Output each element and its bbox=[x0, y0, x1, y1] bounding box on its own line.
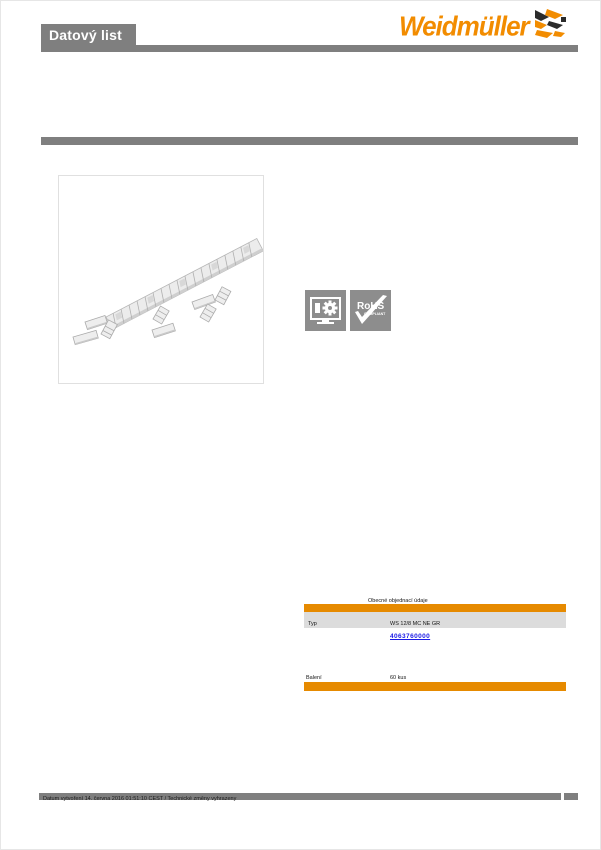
footer-creation-date: Datum vytvoření 14. června 2016 01:51:10 CEST / Technické změny vyhrazeny bbox=[43, 796, 237, 802]
brand-logo-mark-icon bbox=[533, 9, 567, 44]
section-divider bbox=[41, 137, 578, 145]
technical-header-bar bbox=[304, 682, 566, 691]
brand-wordmark: Weidmüller bbox=[399, 10, 529, 42]
datasheet-tab-label: Datový list bbox=[49, 26, 122, 43]
rohs-badge bbox=[350, 290, 391, 331]
type-value: WS 12/8 MC NE GR bbox=[390, 621, 441, 627]
datasheet-tab bbox=[41, 24, 136, 45]
product-image bbox=[58, 175, 264, 384]
ordering-section-note: Obecné objednací údaje bbox=[368, 598, 428, 604]
marker-strip-illustration bbox=[59, 176, 263, 383]
packing-label: Balení bbox=[306, 675, 322, 681]
rohs-compliant-icon bbox=[350, 290, 391, 331]
packing-value: 60 kus bbox=[390, 675, 407, 681]
brand-logo bbox=[399, 10, 563, 42]
monitor-gear-icon bbox=[305, 290, 346, 331]
svg-text:RoHS: RoHS bbox=[357, 301, 385, 312]
header-rule bbox=[41, 45, 578, 52]
footer-rule-end bbox=[564, 793, 578, 800]
svg-text:COMPLIANT: COMPLIANT bbox=[364, 312, 386, 316]
type-label: Typ bbox=[308, 621, 317, 627]
ordering-header-bar bbox=[304, 604, 566, 612]
configurator-badge bbox=[305, 290, 346, 331]
order-number-link[interactable]: 4063760000 bbox=[390, 633, 431, 640]
